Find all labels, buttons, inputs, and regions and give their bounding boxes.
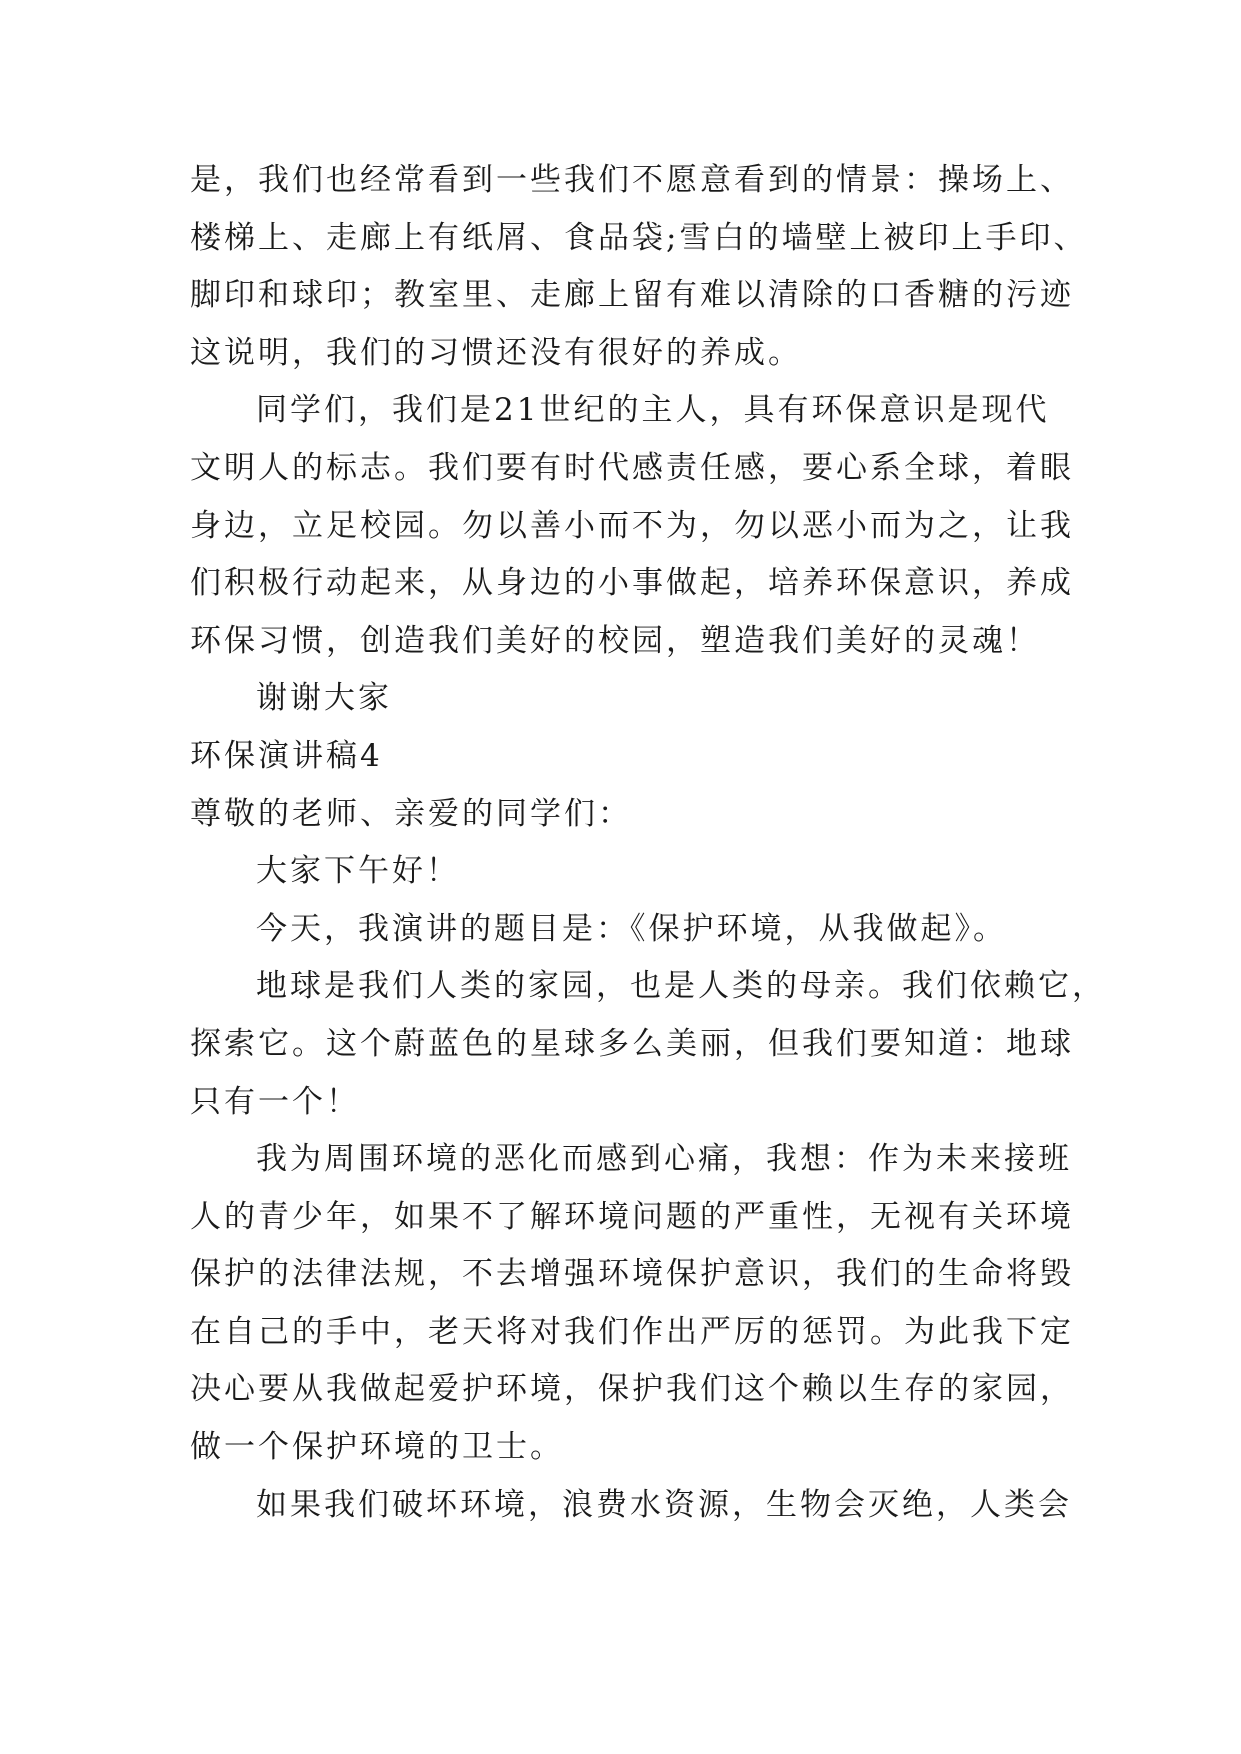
text-line: 楼梯上、走廊上有纸屑、食品袋;雪白的墙壁上被印上手印、: [190, 219, 1088, 256]
paragraph-start: 同学们，我们是21世纪的主人，具有环保意识是现代: [256, 392, 1050, 429]
text-line: 是，我们也经常看到一些我们不愿意看到的情景：操场上、: [190, 162, 1074, 198]
paragraph-start: 我为周围环境的恶化而感到心痛，我想：作为未来接班: [256, 1141, 1072, 1178]
greeting: 大家下午好！: [256, 853, 460, 890]
salutation: 尊敬的老师、亲爱的同学们：: [190, 795, 632, 832]
paragraph-start: 如果我们破坏环境，浪费水资源，生物会灭绝，人类会: [256, 1486, 1072, 1523]
text-line: 人的青少年，如果不了解环境问题的严重性，无视有关环境: [190, 1198, 1074, 1235]
text-line: 保护的法律法规，不去增强环境保护意识，我们的生命将毁: [190, 1256, 1074, 1293]
text-line: 只有一个！: [190, 1083, 360, 1120]
text-line: 探索它。这个蔚蓝色的星球多么美丽，但我们要知道：地球: [190, 1025, 1074, 1062]
paragraph-start: 地球是我们人类的家园，也是人类的母亲。我们依赖它，: [256, 968, 1106, 1005]
text-line: 脚印和球印；教室里、走廊上留有难以清除的口香糖的污迹: [190, 277, 1074, 314]
text-line: 做一个保护环境的卫士。: [190, 1429, 564, 1466]
text-line: 文明人的标志。我们要有时代感责任感，要心系全球，着眼: [190, 449, 1074, 486]
text-line: 在自己的手中，老天将对我们作出严厉的惩罚。为此我下定: [190, 1313, 1074, 1350]
text-line: 环保习惯，创造我们美好的校园，塑造我们美好的灵魂！: [190, 622, 1040, 659]
text-line: 这说明，我们的习惯还没有很好的养成。: [190, 334, 802, 371]
section-title: 环保演讲稿4: [190, 737, 383, 774]
document-body: [190, 152, 1106, 1534]
paragraph-start: 今天，我演讲的题目是：《保护环境，从我做起》。: [256, 910, 1007, 947]
text-line: 决心要从我做起爱护环境，保护我们这个赖以生存的家园，: [190, 1371, 1074, 1408]
text-line: 们积极行动起来，从身边的小事做起，培养环保意识，养成: [190, 565, 1074, 602]
closing-thanks: 谢谢大家: [256, 680, 392, 717]
text-line: 身边，立足校园。勿以善小而不为，勿以恶小而为之，让我: [190, 507, 1074, 544]
